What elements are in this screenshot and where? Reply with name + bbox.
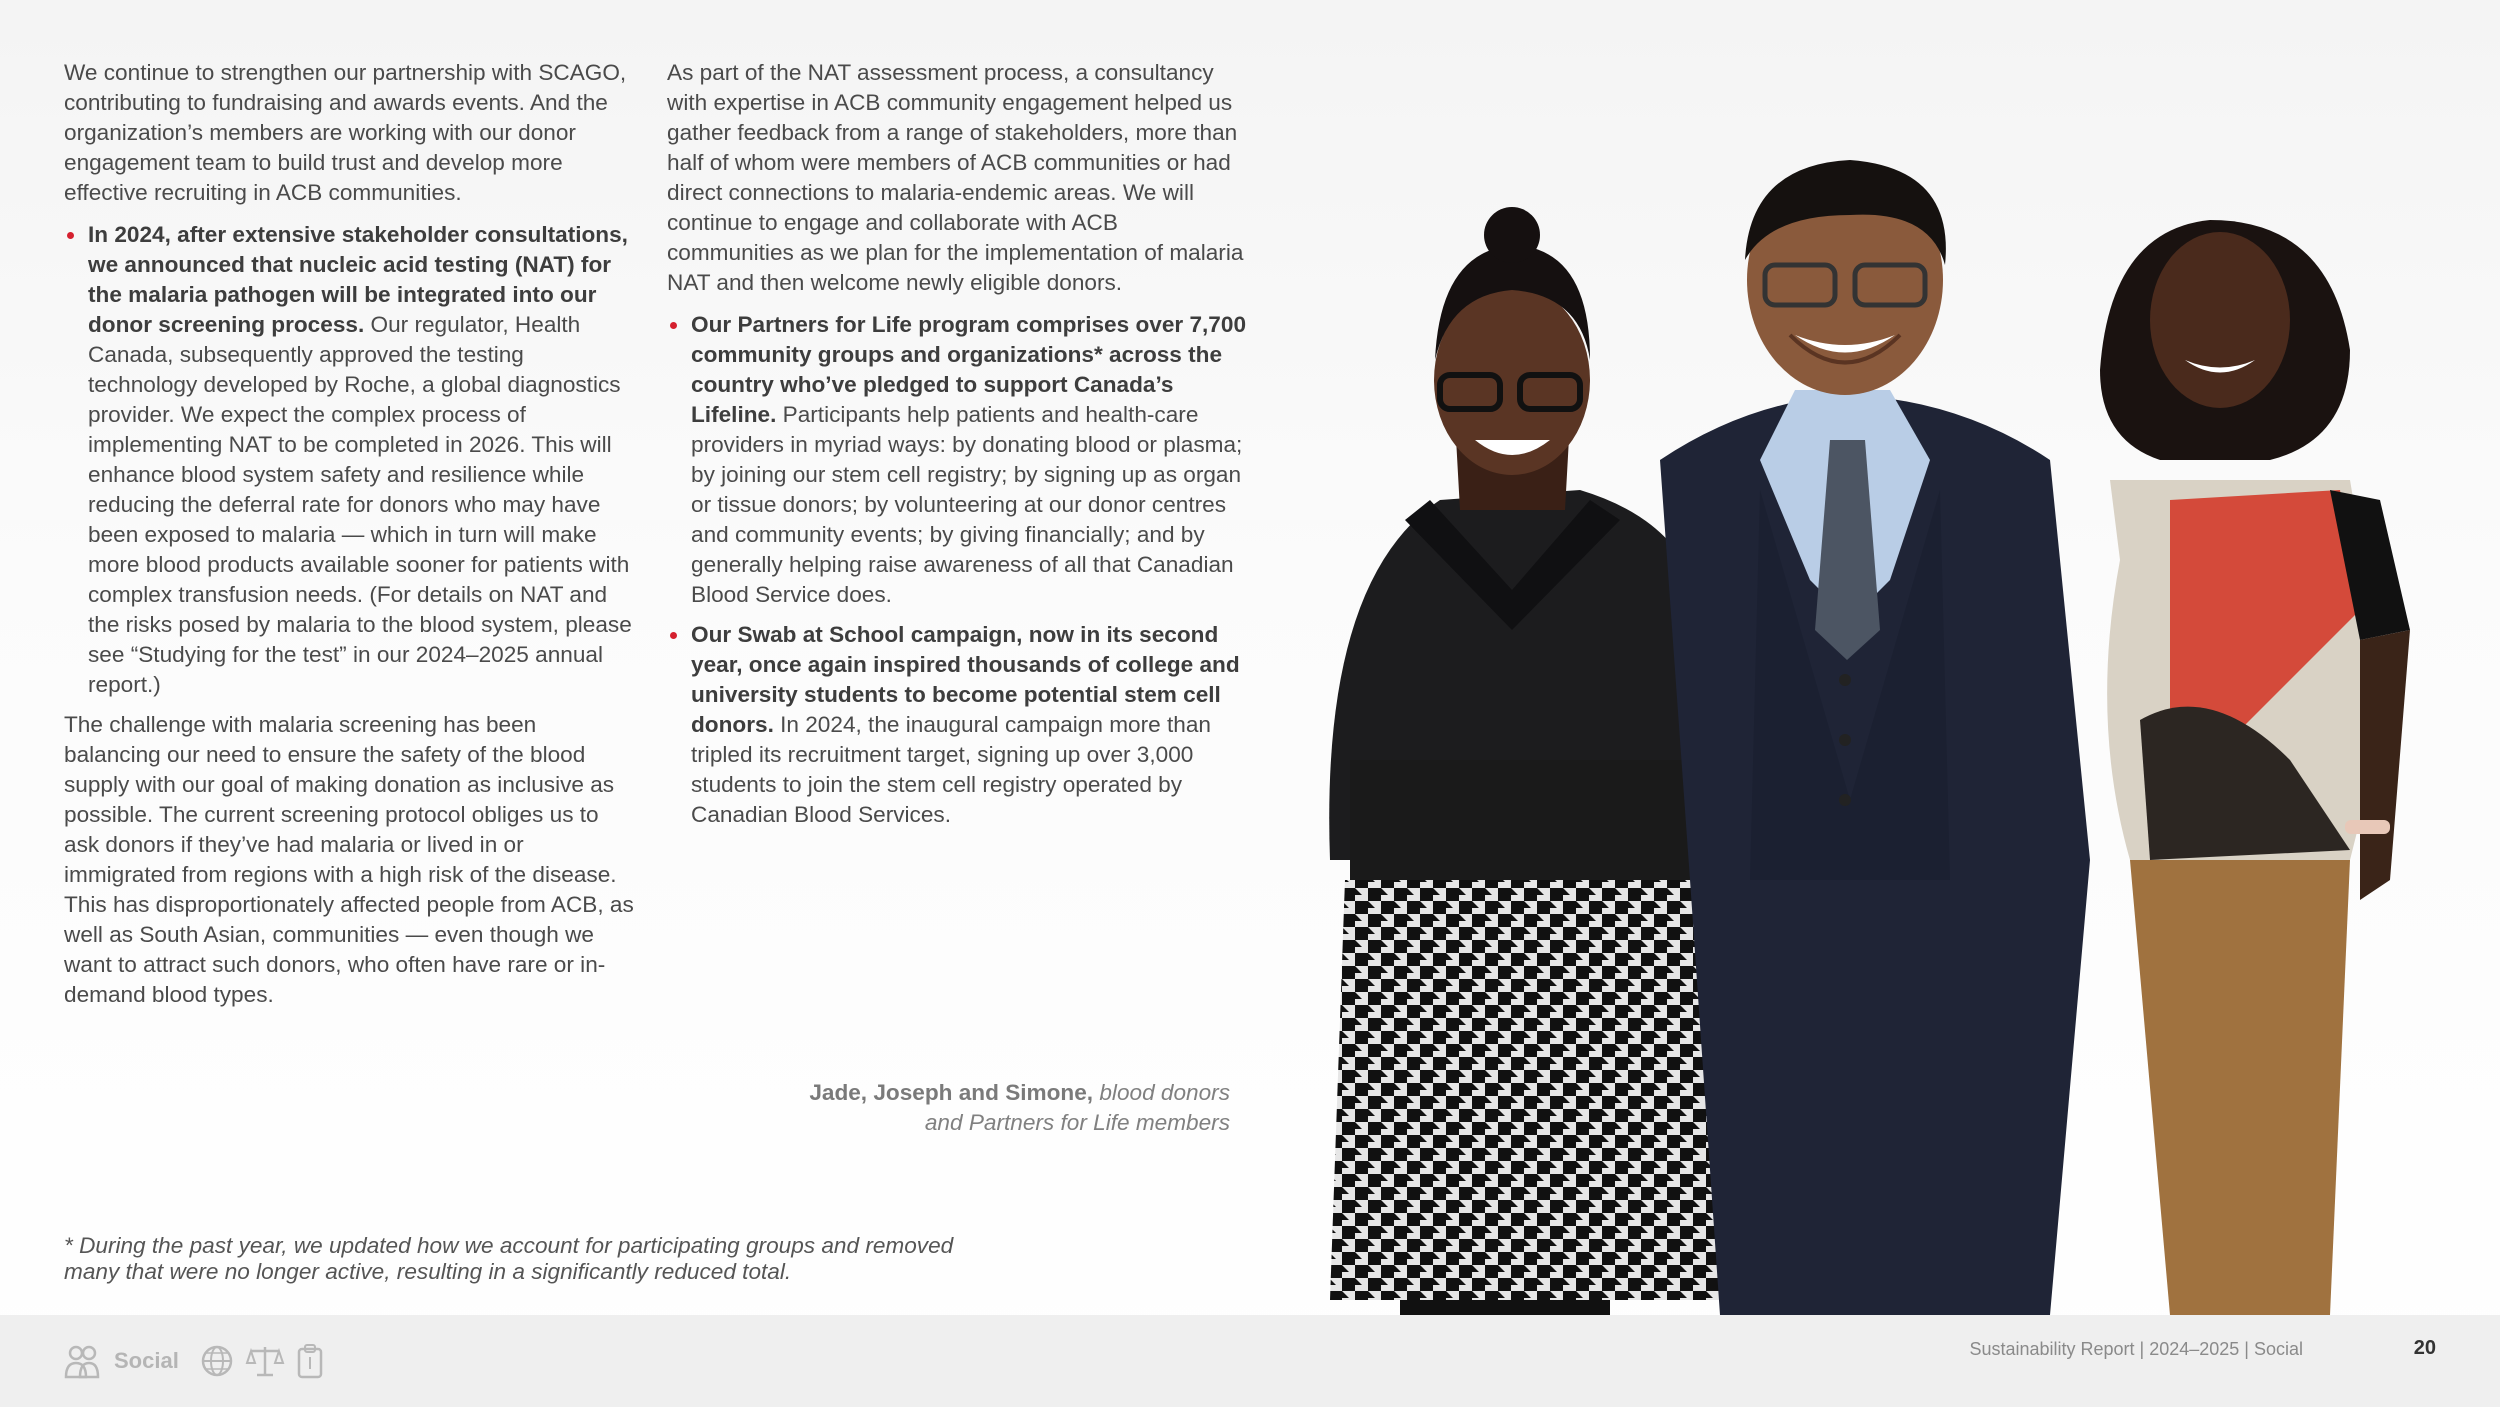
people-icon[interactable] xyxy=(64,1343,100,1379)
section-nav xyxy=(64,1343,325,1379)
body-paragraph: The challenge with malaria screening has been balancing our need to ensure the safety of the blood supply with our goal of making donation as inclusive as possible. The current screening protocol obliges us to ask donors if they’ve had malaria or lived in or immigrated from regions with a high risk of the disease. This has disproportionately affected people from ACB, as well as South Asian, communities — even though we want to attract such donors, who often have rare or in-demand blood types. xyxy=(64,712,634,1007)
text-column-left xyxy=(64,58,634,1010)
bullet-list xyxy=(64,220,634,700)
report-title: Sustainability Report | 2024–2025 | Social xyxy=(1969,1339,2303,1359)
person-middle xyxy=(1660,160,2090,1315)
text-column-middle xyxy=(667,58,1247,840)
bullet-list xyxy=(667,310,1247,830)
person-left xyxy=(1329,207,1735,1315)
photo-caption xyxy=(710,1078,1230,1138)
intro-paragraph: We continue to strengthen our partnership with SCAGO, contributing to fundraising and awards events. And the organization’s members are working with our donor engagement team to build trust and develop more effective recruiting in ACB communities. xyxy=(64,60,627,205)
caption-role: blood donors xyxy=(1093,1080,1230,1105)
intro-paragraph: As part of the NAT assessment process, a consultancy with expertise in ACB community engagement helped us gather feedback from a range of stakeholders, more than half of whom were members of ACB communities or had direct connections to malaria-endemic areas. We will continue to engage and collaborate with ACB communities as we plan for the implementation of malaria NAT and then welcome newly eligible donors. xyxy=(667,60,1244,295)
list-item xyxy=(667,310,1247,610)
globe-icon[interactable] xyxy=(199,1343,235,1379)
page-footer xyxy=(0,1315,2500,1407)
bullet-bold-text: Our Partners for Life program comprises over 7,700 community groups and organizations* across the country who’ve pledged to support Canada’s Lifeline. xyxy=(691,312,1247,427)
clipboard-icon[interactable] xyxy=(295,1343,325,1379)
section-label[interactable]: Social xyxy=(114,1348,179,1373)
caption-names: Jade, Joseph and Simone, xyxy=(809,1080,1094,1105)
donors-photo xyxy=(1290,160,2460,1315)
scales-icon[interactable] xyxy=(245,1343,285,1379)
bullet-bold-text: In 2024, after extensive stakeholder consultations, we announced that nucleic acid testing (NAT) for the malaria pathogen will be integrated into our donor screening process. xyxy=(88,222,628,337)
bullet-bold-text: Our Swab at School campaign, now in its second year, once again inspired thousands of college and university students to become potential stem cell donors. xyxy=(691,622,1240,737)
bullet-text: Our regulator, Health Canada, subsequently approved the testing technology developed by Roche, a global diagnostics provider. We expect the complex process of implementing NAT to be completed in 2026. This will enhance blood system safety and resilience while reducing the deferral rate for donors who may have been exposed to malaria — which in turn will make more blood products available sooner for patients with complex transfusion needs. (For details on NAT and the risks posed by malaria to the blood system, please see “Studying for the test” in our 2024–2025 annual report.) xyxy=(88,312,632,697)
bullet-text: Participants help patients and health-care providers in myriad ways: by donating blood or plasma; by joining our stem cell registry; by signing up as organ or tissue donors; by volunteering at our donor centres and community events; by giving financially; and by generally helping raise awareness of all that Canadian Blood Service does. xyxy=(691,402,1243,607)
bullet-text: In 2024, the inaugural campaign more than tripled its recruitment target, signing up over 3,000 students to join the stem cell registry operated by Canadian Blood Services. xyxy=(691,712,1211,827)
person-right xyxy=(2100,220,2410,1315)
footnote: * During the past year, we updated how we account for participating groups and removed many that were no longer active, resulting in a significantly reduced total. xyxy=(64,1233,954,1284)
caption-role-continued: and Partners for Life members xyxy=(924,1110,1230,1135)
page-number: 20 xyxy=(2413,1337,2436,1359)
list-item xyxy=(64,220,634,700)
list-item xyxy=(667,620,1247,830)
